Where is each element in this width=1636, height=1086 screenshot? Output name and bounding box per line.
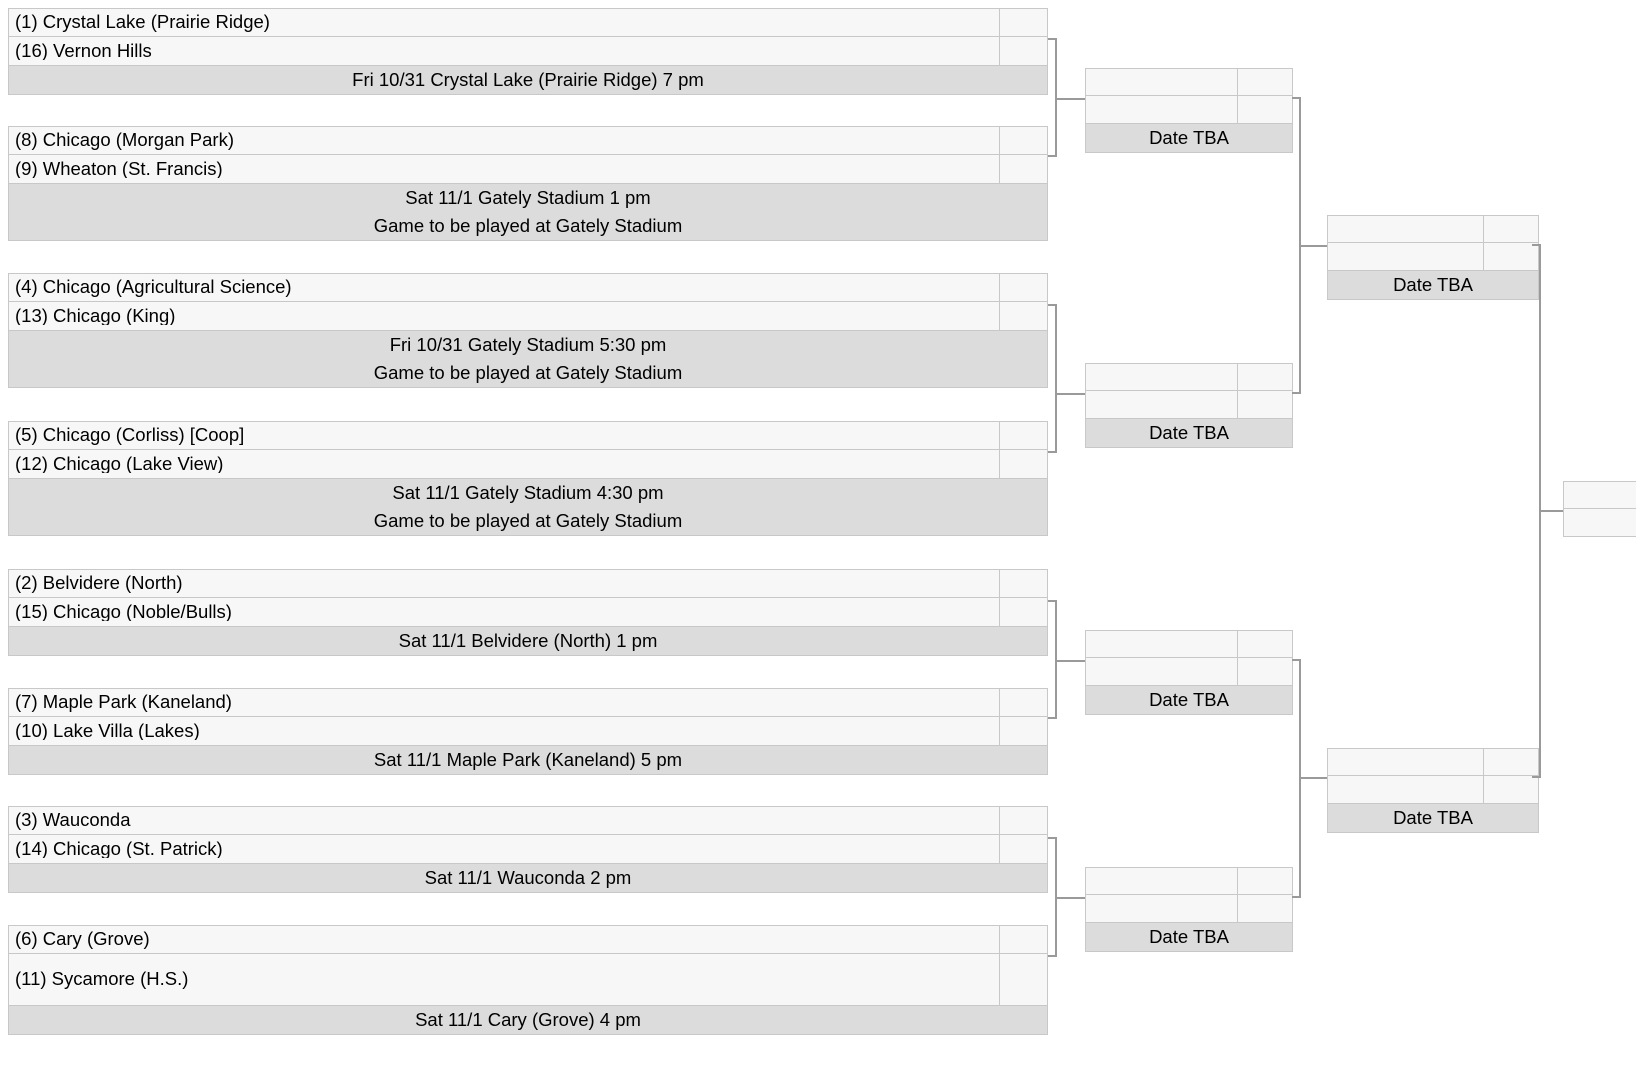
team-row[interactable] — [1085, 895, 1293, 923]
team-row[interactable] — [1085, 391, 1293, 419]
connector — [1048, 717, 1057, 719]
team-row[interactable] — [8, 835, 1048, 864]
team-name: (7) Maple Park (Kaneland) — [15, 693, 232, 712]
team-row[interactable] — [8, 717, 1048, 746]
game-info-line1: Date TBA — [1149, 127, 1229, 148]
round2-game-4 — [1085, 867, 1293, 952]
team-score — [999, 155, 1047, 183]
team-score — [1483, 243, 1538, 270]
game-info — [8, 66, 1048, 95]
team-row[interactable] — [1563, 509, 1636, 537]
game-info-line1: Date TBA — [1393, 807, 1473, 828]
game-info-line1: Sat 11/1 Cary (Grove) 4 pm — [415, 1009, 641, 1030]
round2-game-3 — [1085, 630, 1293, 715]
game-info — [1327, 804, 1539, 833]
connector — [1055, 660, 1085, 662]
game-info-line2: Game to be played at Gately Stadium — [373, 510, 683, 531]
team-row[interactable] — [8, 155, 1048, 184]
team-score — [1483, 776, 1538, 803]
team-score — [1483, 749, 1538, 775]
team-name: (6) Cary (Grove) — [15, 930, 150, 949]
team-score — [1237, 895, 1292, 922]
connector — [1292, 896, 1301, 898]
team-row[interactable] — [8, 598, 1048, 627]
team-row[interactable] — [8, 421, 1048, 450]
connector — [1055, 600, 1057, 718]
connector — [1299, 777, 1327, 779]
connector — [1055, 98, 1085, 100]
team-name: (14) Chicago (St. Patrick) — [15, 839, 223, 859]
game-info — [1327, 271, 1539, 300]
team-row[interactable] — [1327, 776, 1539, 804]
round1-game-6 — [8, 688, 1048, 775]
team-row[interactable] — [1085, 363, 1293, 391]
connector — [1055, 304, 1057, 452]
team-score — [999, 689, 1047, 716]
team-score — [1237, 69, 1292, 95]
team-name: (8) Chicago (Morgan Park) — [15, 131, 234, 150]
game-info — [8, 746, 1048, 775]
team-row[interactable] — [1085, 68, 1293, 96]
team-name: (16) Vernon Hills — [15, 41, 152, 61]
connector — [1055, 837, 1057, 955]
team-name: (12) Chicago (Lake View) — [15, 454, 224, 474]
team-score — [999, 926, 1047, 953]
round3-game-1 — [1327, 215, 1539, 300]
game-info — [1085, 419, 1293, 448]
team-name: (2) Belvidere (North) — [15, 574, 183, 593]
connector — [1048, 38, 1057, 40]
team-row[interactable] — [8, 806, 1048, 835]
round1-game-8 — [8, 925, 1048, 1035]
team-score — [999, 570, 1047, 597]
team-name: (13) Chicago (King) — [15, 306, 176, 326]
team-row[interactable] — [8, 450, 1048, 479]
game-info-line1: Sat 11/1 Belvidere (North) 1 pm — [398, 630, 658, 651]
team-name: (9) Wheaton (St. Francis) — [15, 159, 223, 179]
game-info-line1: Sat 11/1 Wauconda 2 pm — [424, 867, 632, 888]
round1-game-7 — [8, 806, 1048, 893]
team-name: (1) Crystal Lake (Prairie Ridge) — [15, 13, 270, 32]
team-name: (5) Chicago (Corliss) [Coop] — [15, 426, 245, 445]
team-name: (11) Sycamore (H.S.) — [15, 970, 189, 989]
team-row[interactable] — [8, 37, 1048, 66]
game-info-line1: Sat 11/1 Maple Park (Kaneland) 5 pm — [373, 749, 683, 770]
game-info-line2: Game to be played at Gately Stadium — [373, 362, 683, 383]
round2-game-1 — [1085, 68, 1293, 153]
game-info-line1: Sat 11/1 Gately Stadium 4:30 pm — [392, 482, 664, 503]
team-score — [999, 598, 1047, 626]
team-row[interactable] — [8, 925, 1048, 954]
team-name: (15) Chicago (Noble/Bulls) — [15, 602, 232, 622]
game-info-line2: Game to be played at Gately Stadium — [373, 215, 683, 236]
round2-game-2 — [1085, 363, 1293, 448]
game-info — [8, 479, 1048, 536]
team-row[interactable] — [8, 954, 1048, 1006]
team-score — [1237, 658, 1292, 685]
game-info-line1: Date TBA — [1149, 422, 1229, 443]
team-row[interactable] — [8, 569, 1048, 598]
team-score — [999, 422, 1047, 449]
connector — [1048, 600, 1057, 602]
team-score — [999, 835, 1047, 863]
round1-game-5 — [8, 569, 1048, 656]
connector — [1055, 38, 1057, 156]
game-info — [1085, 124, 1293, 153]
game-info — [8, 864, 1048, 893]
team-name: (4) Chicago (Agricultural Science) — [15, 278, 292, 297]
team-name: (3) Wauconda — [15, 811, 131, 830]
team-score — [999, 37, 1047, 65]
game-info-line1: Date TBA — [1149, 926, 1229, 947]
round4-championship — [1563, 481, 1636, 537]
team-score — [999, 450, 1047, 478]
team-row[interactable] — [1085, 630, 1293, 658]
team-score — [999, 807, 1047, 834]
connector — [1299, 245, 1327, 247]
connector — [1048, 955, 1057, 957]
game-info-line1: Date TBA — [1149, 689, 1229, 710]
team-row[interactable] — [1327, 748, 1539, 776]
team-name: (10) Lake Villa (Lakes) — [15, 721, 200, 741]
team-score — [1483, 216, 1538, 242]
round1-game-2 — [8, 126, 1048, 241]
team-row[interactable] — [8, 126, 1048, 155]
game-info-line1: Fri 10/31 Crystal Lake (Prairie Ridge) 7 pm — [352, 69, 704, 90]
game-info — [8, 184, 1048, 241]
team-row[interactable] — [1085, 658, 1293, 686]
game-info — [8, 627, 1048, 656]
game-info-line1: Date TBA — [1393, 274, 1473, 295]
team-score — [999, 274, 1047, 301]
team-row[interactable] — [1327, 215, 1539, 243]
team-score — [999, 717, 1047, 745]
game-info — [1085, 923, 1293, 952]
team-row[interactable] — [1563, 481, 1636, 509]
team-row[interactable] — [1085, 867, 1293, 895]
game-info-line1: Fri 10/31 Gately Stadium 5:30 pm — [389, 334, 667, 355]
game-info-line1: Sat 11/1 Gately Stadium 1 pm — [405, 187, 651, 208]
connector — [1532, 776, 1541, 778]
connector — [1292, 392, 1301, 394]
connector — [1539, 510, 1563, 512]
team-score — [1237, 364, 1292, 390]
game-info — [8, 1006, 1048, 1035]
connector — [1048, 155, 1057, 157]
team-score — [1237, 391, 1292, 418]
team-score — [999, 9, 1047, 36]
round1-game-4 — [8, 421, 1048, 536]
team-score — [999, 302, 1047, 330]
connector — [1055, 393, 1085, 395]
round1-game-3 — [8, 273, 1048, 388]
team-score — [999, 127, 1047, 154]
connector — [1055, 897, 1085, 899]
team-row[interactable] — [8, 273, 1048, 302]
team-row[interactable] — [1085, 96, 1293, 124]
round1-game-1 — [8, 8, 1048, 95]
team-score — [1237, 631, 1292, 657]
game-info — [8, 331, 1048, 388]
team-score — [1237, 96, 1292, 123]
team-row[interactable] — [8, 302, 1048, 331]
team-score — [1237, 868, 1292, 894]
team-row[interactable] — [8, 688, 1048, 717]
connector — [1048, 837, 1057, 839]
team-row[interactable] — [8, 8, 1048, 37]
game-info — [1085, 686, 1293, 715]
round3-game-2 — [1327, 748, 1539, 833]
team-score — [999, 954, 1047, 1005]
team-row[interactable] — [1327, 243, 1539, 271]
